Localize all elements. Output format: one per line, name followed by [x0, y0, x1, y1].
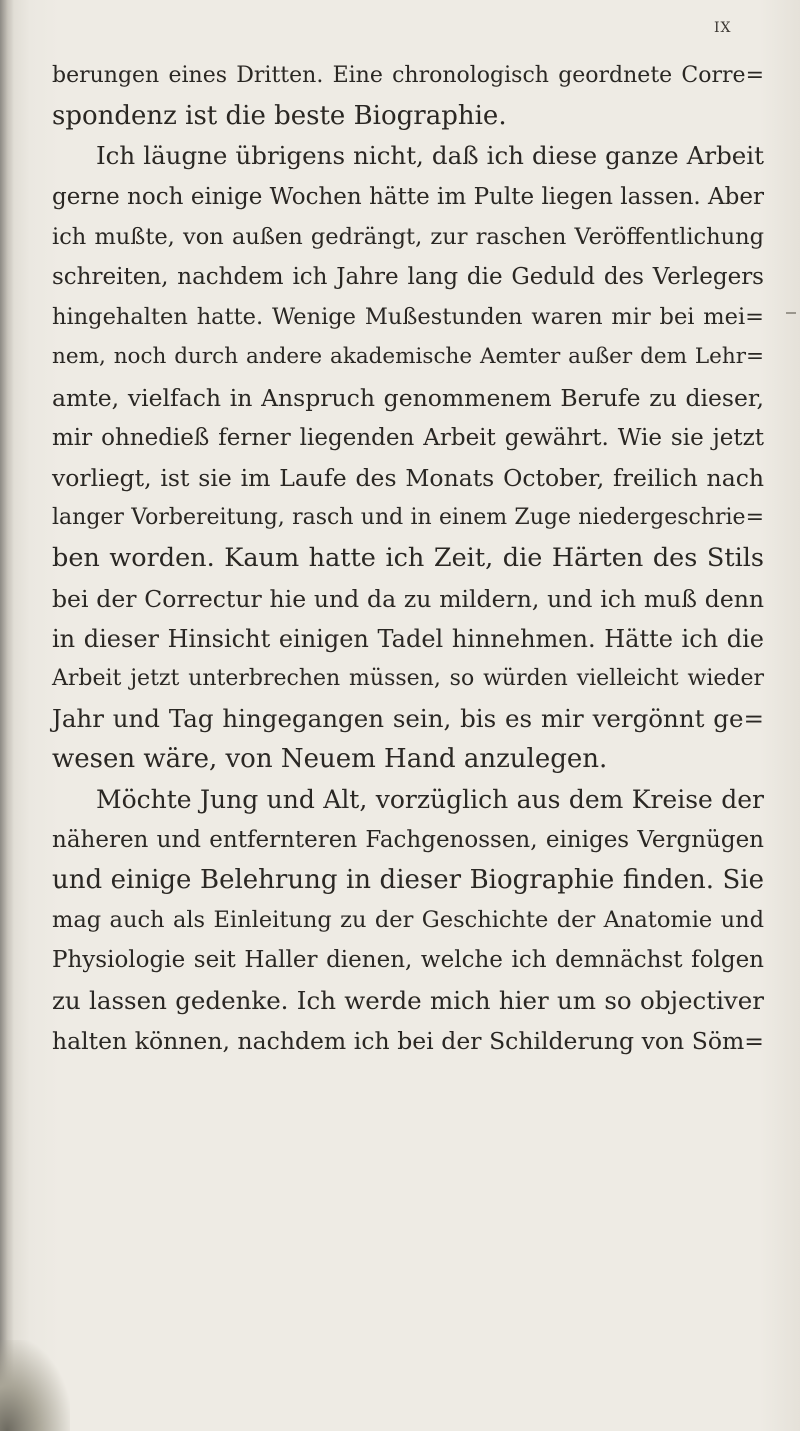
text-line: Physiologie seit Haller dienen, welche ich demnächst folgen	[52, 947, 764, 974]
text-line: in dieser Hinsicht einigen Tadel hinnehmen. Hätte ich die	[52, 624, 764, 653]
text-line: Arbeit jetzt unterbrechen müssen, so würden vielleicht wieder	[52, 666, 764, 692]
text-line: mir ohnedieß ferner liegenden Arbeit gewährt. Wie sie jetzt	[52, 424, 764, 451]
text-line: schreiten, nachdem ich Jahre lang die Geduld des Verlegers	[52, 264, 764, 291]
text-line: mag auch als Einleitung zu der Geschichte der Anatomie und	[52, 907, 764, 934]
text-line: berungen eines Dritten. Eine chronologisch geordnete Corre=	[52, 63, 764, 88]
text-line: Ich läugne übrigens nicht, daß ich diese ganze Arbeit	[96, 141, 764, 171]
text-line: gerne noch einige Wochen hätte im Pulte liegen lassen. Aber	[52, 183, 764, 210]
text-line: halten können, nachdem ich bei der Schilderung von Söm=	[52, 1026, 764, 1055]
text-line: und einige Belehrung in dieser Biographie finden. Sie	[52, 865, 764, 896]
body-text	[52, 56, 764, 1061]
text-line: zu lassen gedenke. Ich werde mich hier um so objectiver	[52, 985, 764, 1015]
text-line: amte, vielfach in Anspruch genommenem Berufe zu dieser,	[52, 383, 764, 412]
text-line: näheren und entfernteren Fachgenossen, einiges Vergnügen	[52, 826, 764, 853]
text-line: langer Vorbereitung, rasch und in einem Zuge niedergeschrie=	[52, 505, 764, 531]
text-line: ich mußte, von außen gedrängt, zur raschen Veröffentlichung	[52, 223, 764, 250]
binding-shadow	[0, 0, 14, 1431]
text-line: hingehalten hatte. Wenige Mußestunden waren mir bei mei=	[52, 304, 764, 331]
text-line: bei der Correctur hie und da zu mildern, und ich muß denn	[52, 584, 764, 613]
text-line: nem, noch durch andere akademische Aemter außer dem Lehr=	[52, 344, 764, 370]
text-line: wesen wäre, von Neuem Hand anzulegen.	[52, 744, 608, 775]
text-line: vorliegt, ist sie im Laufe des Monats October, freilich nach	[52, 464, 764, 493]
text-line: spondenz ist die beste Biographie.	[52, 101, 507, 132]
margin-mark	[786, 312, 796, 314]
page-number: IX	[714, 20, 732, 36]
text-line: ben worden. Kaum hatte ich Zeit, die Härten des Stils	[52, 543, 764, 574]
page-stain	[0, 1340, 70, 1431]
text-line: Möchte Jung und Alt, vorzüglich aus dem Kreise der	[96, 784, 764, 814]
text-line: Jahr und Tag hingegangen sein, bis es mir vergönnt ge=	[52, 704, 764, 734]
